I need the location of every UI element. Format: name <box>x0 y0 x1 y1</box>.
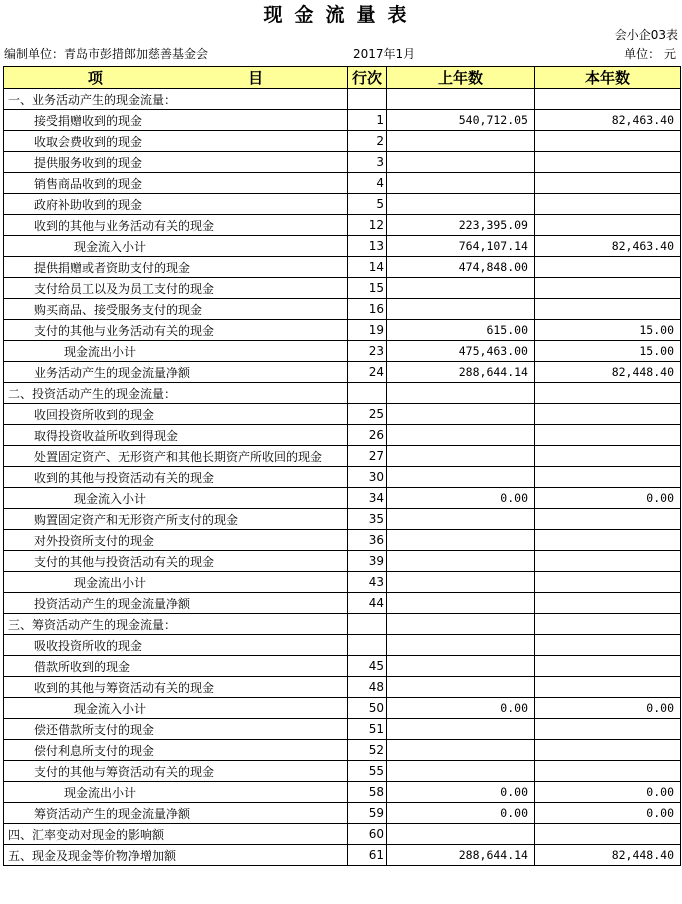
row-label: 收到的其他与筹资活动有关的现金 <box>4 677 348 698</box>
row-curr-year <box>535 89 681 110</box>
header-curr-year: 本年数 <box>535 67 681 89</box>
table-row <box>4 299 681 320</box>
row-prev-year <box>387 530 535 551</box>
row-line-no: 58 <box>348 782 387 803</box>
table-row <box>4 761 681 782</box>
row-curr-year <box>535 257 681 278</box>
row-curr-year: 0.00 <box>535 803 681 824</box>
row-curr-year: 0.00 <box>535 488 681 509</box>
row-label: 借款所收到的现金 <box>4 656 348 677</box>
row-label: 五、现金及现金等价物净增加额 <box>4 845 348 866</box>
row-label: 投资活动产生的现金流量净额 <box>4 593 348 614</box>
row-line-no: 50 <box>348 698 387 719</box>
row-label: 支付的其他与投资活动有关的现金 <box>4 551 348 572</box>
row-prev-year <box>387 761 535 782</box>
row-prev-year <box>387 824 535 845</box>
table-row <box>4 194 681 215</box>
row-prev-year <box>387 593 535 614</box>
table-row <box>4 257 681 278</box>
table-row <box>4 446 681 467</box>
unit-label: 单位： 元 <box>624 47 676 61</box>
row-line-no: 13 <box>348 236 387 257</box>
row-label: 收回投资所收到的现金 <box>4 404 348 425</box>
row-curr-year <box>535 173 681 194</box>
row-curr-year <box>535 635 681 656</box>
row-prev-year: 288,644.14 <box>387 845 535 866</box>
row-line-no: 59 <box>348 803 387 824</box>
table-row <box>4 803 681 824</box>
row-label: 接受捐赠收到的现金 <box>4 110 348 131</box>
row-line-no: 48 <box>348 677 387 698</box>
row-label: 收到的其他与投资活动有关的现金 <box>4 467 348 488</box>
row-prev-year: 615.00 <box>387 320 535 341</box>
row-prev-year <box>387 152 535 173</box>
row-line-no: 12 <box>348 215 387 236</box>
row-prev-year: 0.00 <box>387 488 535 509</box>
row-prev-year <box>387 278 535 299</box>
table-row <box>4 236 681 257</box>
row-prev-year <box>387 677 535 698</box>
row-line-no: 45 <box>348 656 387 677</box>
table-row <box>4 362 681 383</box>
row-curr-year: 15.00 <box>535 320 681 341</box>
row-label: 对外投资所支付的现金 <box>4 530 348 551</box>
form-number: 会小企03表 <box>614 28 678 42</box>
row-prev-year <box>387 572 535 593</box>
row-line-no: 27 <box>348 446 387 467</box>
table-row <box>4 656 681 677</box>
row-label: 业务活动产生的现金流量净额 <box>4 362 348 383</box>
table-row <box>4 719 681 740</box>
row-label: 支付的其他与业务活动有关的现金 <box>4 320 348 341</box>
row-label: 现金流入小计 <box>4 698 348 719</box>
row-line-no: 44 <box>348 593 387 614</box>
org-label: 编制单位：青岛市彭措郎加慈善基金会 <box>4 47 209 61</box>
row-curr-year <box>535 593 681 614</box>
row-label: 支付给员工以及为员工支付的现金 <box>4 278 348 299</box>
row-curr-year <box>535 383 681 404</box>
table-row <box>4 614 681 635</box>
row-line-no: 39 <box>348 551 387 572</box>
row-line-no: 60 <box>348 824 387 845</box>
period-label: 2017年1月 <box>353 47 416 61</box>
row-line-no: 52 <box>348 740 387 761</box>
table-row <box>4 425 681 446</box>
row-line-no: 16 <box>348 299 387 320</box>
row-line-no: 2 <box>348 131 387 152</box>
row-label: 提供服务收到的现金 <box>4 152 348 173</box>
row-curr-year <box>535 719 681 740</box>
row-line-no: 36 <box>348 530 387 551</box>
row-curr-year: 82,463.40 <box>535 110 681 131</box>
row-label: 取得投资收益所收到得现金 <box>4 425 348 446</box>
row-label: 三、筹资活动产生的现金流量： <box>4 614 348 635</box>
row-label: 提供捐赠或者资助支付的现金 <box>4 257 348 278</box>
row-prev-year <box>387 635 535 656</box>
row-line-no <box>348 89 387 110</box>
table-row <box>4 341 681 362</box>
row-line-no: 1 <box>348 110 387 131</box>
row-prev-year <box>387 656 535 677</box>
row-line-no: 43 <box>348 572 387 593</box>
row-prev-year <box>387 89 535 110</box>
report-title: 现金流量表 <box>263 4 419 26</box>
table-row <box>4 467 681 488</box>
row-prev-year: 764,107.14 <box>387 236 535 257</box>
row-label: 一、业务活动产生的现金流量： <box>4 89 348 110</box>
row-curr-year <box>535 215 681 236</box>
row-line-no: 25 <box>348 404 387 425</box>
header-prev-year: 上年数 <box>387 67 535 89</box>
row-curr-year: 0.00 <box>535 782 681 803</box>
row-line-no: 23 <box>348 341 387 362</box>
row-label: 购买商品、接受服务支付的现金 <box>4 299 348 320</box>
row-curr-year <box>535 824 681 845</box>
row-line-no: 35 <box>348 509 387 530</box>
row-line-no: 55 <box>348 761 387 782</box>
row-curr-year <box>535 677 681 698</box>
header-item-b: 目 <box>248 69 264 87</box>
row-line-no: 26 <box>348 425 387 446</box>
table-row <box>4 278 681 299</box>
row-prev-year <box>387 425 535 446</box>
row-line-no: 15 <box>348 278 387 299</box>
row-line-no: 61 <box>348 845 387 866</box>
table-row <box>4 509 681 530</box>
row-curr-year <box>535 740 681 761</box>
table-row <box>4 173 681 194</box>
table-row <box>4 89 681 110</box>
row-curr-year <box>535 572 681 593</box>
row-prev-year <box>387 719 535 740</box>
row-prev-year <box>387 509 535 530</box>
row-line-no: 4 <box>348 173 387 194</box>
row-curr-year <box>535 299 681 320</box>
row-label: 收到的其他与业务活动有关的现金 <box>4 215 348 236</box>
table-body <box>4 89 681 866</box>
table-row <box>4 845 681 866</box>
row-prev-year <box>387 551 535 572</box>
row-curr-year <box>535 194 681 215</box>
row-line-no <box>348 383 387 404</box>
row-prev-year <box>387 131 535 152</box>
row-label: 现金流出小计 <box>4 341 348 362</box>
row-curr-year: 82,463.40 <box>535 236 681 257</box>
row-prev-year: 0.00 <box>387 698 535 719</box>
row-line-no: 34 <box>348 488 387 509</box>
row-curr-year <box>535 152 681 173</box>
header-item <box>4 67 348 89</box>
row-label: 筹资活动产生的现金流量净额 <box>4 803 348 824</box>
row-line-no: 5 <box>348 194 387 215</box>
header-item-a: 项 <box>87 69 103 87</box>
row-line-no <box>348 635 387 656</box>
table-row <box>4 320 681 341</box>
header-line-no: 行次 <box>348 67 387 89</box>
row-label: 现金流出小计 <box>4 572 348 593</box>
table-row <box>4 110 681 131</box>
row-curr-year <box>535 404 681 425</box>
row-curr-year <box>535 467 681 488</box>
row-prev-year: 540,712.05 <box>387 110 535 131</box>
row-line-no: 30 <box>348 467 387 488</box>
row-curr-year: 0.00 <box>535 698 681 719</box>
table-row <box>4 530 681 551</box>
row-curr-year <box>535 551 681 572</box>
row-label: 现金流入小计 <box>4 236 348 257</box>
row-prev-year: 288,644.14 <box>387 362 535 383</box>
row-prev-year: 474,848.00 <box>387 257 535 278</box>
row-label: 收取会费收到的现金 <box>4 131 348 152</box>
table-row <box>4 635 681 656</box>
row-prev-year <box>387 194 535 215</box>
row-prev-year: 475,463.00 <box>387 341 535 362</box>
row-curr-year <box>535 761 681 782</box>
row-label: 处置固定资产、无形资产和其他长期资产所收回的现金 <box>4 446 348 467</box>
table-row <box>4 404 681 425</box>
table-row <box>4 824 681 845</box>
row-line-no: 3 <box>348 152 387 173</box>
table-row <box>4 131 681 152</box>
row-curr-year <box>535 278 681 299</box>
row-label: 支付的其他与筹资活动有关的现金 <box>4 761 348 782</box>
table-row <box>4 383 681 404</box>
row-label: 二、投资活动产生的现金流量： <box>4 383 348 404</box>
table-row <box>4 740 681 761</box>
row-prev-year <box>387 446 535 467</box>
row-label: 销售商品收到的现金 <box>4 173 348 194</box>
row-curr-year <box>535 131 681 152</box>
row-label: 偿付利息所支付的现金 <box>4 740 348 761</box>
row-prev-year <box>387 173 535 194</box>
row-curr-year <box>535 509 681 530</box>
row-curr-year <box>535 656 681 677</box>
row-curr-year <box>535 530 681 551</box>
row-prev-year: 0.00 <box>387 782 535 803</box>
row-curr-year <box>535 425 681 446</box>
row-label: 政府补助收到的现金 <box>4 194 348 215</box>
row-prev-year: 223,395.09 <box>387 215 535 236</box>
table-row <box>4 698 681 719</box>
table-row <box>4 572 681 593</box>
row-prev-year <box>387 404 535 425</box>
table-row <box>4 782 681 803</box>
table-row <box>4 215 681 236</box>
row-prev-year: 0.00 <box>387 803 535 824</box>
row-curr-year: 15.00 <box>535 341 681 362</box>
row-line-no: 51 <box>348 719 387 740</box>
row-curr-year: 82,448.40 <box>535 362 681 383</box>
row-label: 偿还借款所支付的现金 <box>4 719 348 740</box>
row-line-no: 24 <box>348 362 387 383</box>
row-curr-year <box>535 614 681 635</box>
row-prev-year <box>387 740 535 761</box>
row-prev-year <box>387 383 535 404</box>
row-curr-year <box>535 446 681 467</box>
row-line-no: 14 <box>348 257 387 278</box>
cash-flow-table <box>3 66 681 866</box>
row-line-no <box>348 614 387 635</box>
row-label: 购置固定资产和无形资产所支付的现金 <box>4 509 348 530</box>
table-row <box>4 152 681 173</box>
row-prev-year <box>387 467 535 488</box>
row-prev-year <box>387 614 535 635</box>
row-line-no: 19 <box>348 320 387 341</box>
table-row <box>4 593 681 614</box>
row-curr-year: 82,448.40 <box>535 845 681 866</box>
row-label: 四、汇率变动对现金的影响额 <box>4 824 348 845</box>
table-header-row <box>4 67 681 89</box>
table-row <box>4 551 681 572</box>
row-label: 吸收投资所收的现金 <box>4 635 348 656</box>
row-label: 现金流出小计 <box>4 782 348 803</box>
row-prev-year <box>387 299 535 320</box>
table-row <box>4 677 681 698</box>
table-row <box>4 488 681 509</box>
row-label: 现金流入小计 <box>4 488 348 509</box>
